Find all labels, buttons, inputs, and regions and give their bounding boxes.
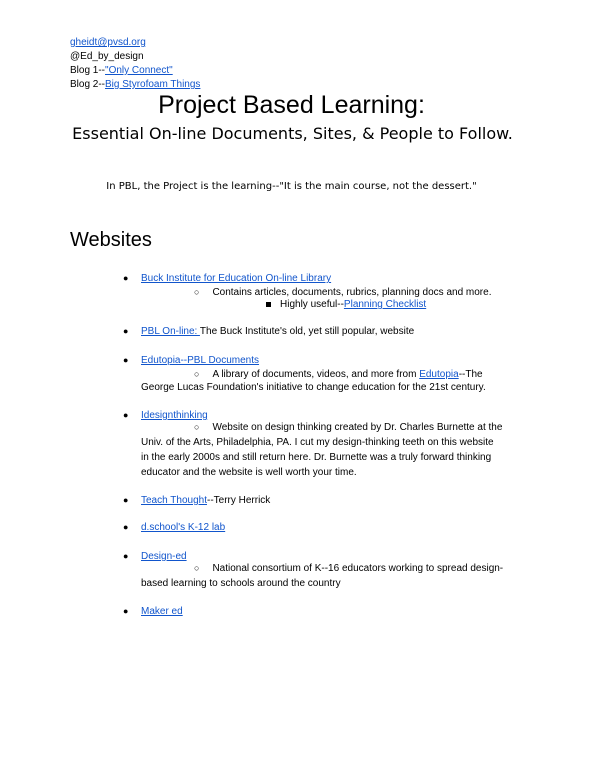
buck-subsub-prefix: Highly useful--: [280, 299, 344, 310]
dschool-link[interactable]: d.school's K-12 lab: [141, 522, 226, 533]
blog1-line: [70, 64, 173, 77]
edutopia-pbl-link[interactable]: Edutopia--PBL Documents: [141, 355, 260, 366]
blog2-link[interactable]: Big Styrofoam Things: [105, 79, 201, 90]
design-ed-link[interactable]: Design-ed: [141, 551, 187, 562]
teach-text: --Terry Herrick: [206, 495, 271, 506]
edutopia-sub-prefix: A library of documents, videos, and more from: [212, 369, 420, 380]
idesignthinking-link[interactable]: Idesignthinking: [141, 410, 208, 421]
idesign-sub-line4: educator and the website is well worth your time.: [141, 467, 357, 478]
edutopia-link[interactable]: Edutopia: [419, 369, 459, 380]
designed-sub-text: National consortium of K--16 educators working to spread design-: [212, 563, 504, 574]
list-item-teach: [141, 493, 270, 508]
tagline: In PBL, the Project is the learning--"It is the main course, not the dessert.": [106, 181, 477, 192]
list-item-buck: [141, 271, 331, 286]
square-bullet-icon: [266, 302, 271, 307]
pbl-text: The Buck Institute's old, yet still popular, website: [199, 326, 415, 337]
blog1-prefix: Blog 1--: [70, 65, 106, 76]
buck-link[interactable]: Buck Institute for Education On-line Library: [141, 273, 332, 284]
bullet-icon: ●: [123, 326, 129, 336]
buck-subsub: [266, 297, 426, 312]
edutopia-sub-suffix: --The: [458, 369, 483, 380]
blog2-prefix: Blog 2--: [70, 79, 106, 90]
circle-bullet-icon: ○: [194, 422, 200, 432]
bullet-icon: ●: [123, 355, 129, 365]
bullet-icon: ●: [123, 551, 129, 561]
websites-heading: Websites: [70, 229, 152, 251]
email-link-text[interactable]: gheidt@pvsd.org: [70, 37, 146, 48]
circle-bullet-icon: ○: [194, 563, 200, 573]
document-subtitle: Essential On-line Documents, Sites, & People to Follow.: [72, 124, 513, 143]
bullet-icon: ●: [123, 495, 129, 505]
idesign-sub-line1: [194, 420, 502, 435]
buck-sub-text: Contains articles, documents, rubrics, planning docs and more.: [212, 287, 492, 298]
email-link[interactable]: [70, 36, 146, 49]
twitter-handle: @Ed_by_design: [70, 51, 144, 62]
bullet-icon: ●: [123, 606, 129, 616]
maker-ed-link[interactable]: Maker ed: [141, 606, 183, 617]
planning-checklist-link[interactable]: Planning Checklist: [343, 299, 427, 310]
pbl-online-link[interactable]: PBL On-line:: [141, 326, 200, 337]
circle-bullet-icon: ○: [194, 369, 200, 379]
list-item-designed: [141, 549, 187, 564]
designed-sub-line2: based learning to schools around the country: [141, 578, 341, 589]
blog1-link[interactable]: "Only Connect": [105, 65, 173, 76]
list-item-edutopia: [141, 353, 259, 368]
list-item-pbl: [141, 324, 414, 339]
document-title: Project Based Learning:: [158, 91, 425, 119]
list-item-dschool: [141, 520, 225, 535]
idesign-sub-line3: in the early 2000s and still return here. Dr. Burnette was a truly forward thinking: [141, 452, 492, 463]
bullet-icon: ●: [123, 522, 129, 532]
bullet-icon: ●: [123, 273, 129, 283]
edutopia-sub-line2: George Lucas Foundation's initiative to change education for the 21st century.: [141, 382, 486, 393]
teach-thought-link[interactable]: Teach Thought: [141, 495, 207, 506]
circle-bullet-icon: ○: [194, 287, 200, 297]
list-item-maker: [141, 604, 183, 619]
idesign-sub-line2: Univ. of the Arts, Philadelphia, PA. I cut my design-thinking teeth on this website: [141, 437, 494, 448]
bullet-icon: ●: [123, 410, 129, 420]
designed-sub-line1: [194, 561, 503, 576]
idesign-sub-text: Website on design thinking created by Dr. Charles Burnette at the: [212, 422, 503, 433]
